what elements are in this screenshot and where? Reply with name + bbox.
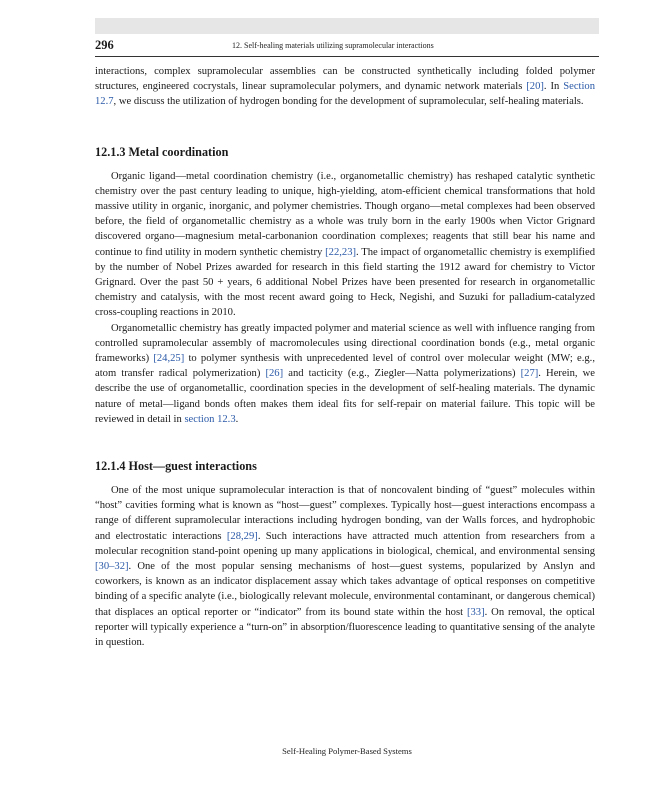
citation-link[interactable]: [28,29] (226, 530, 258, 542)
page-number: 296 (95, 38, 114, 52)
text-run: . On removal, the optical reporter will typically experience a “turn-on” in absorption/fluorescence leading to quantitative sensing of the analyte in question. (95, 606, 595, 649)
page-footer: Self-Healing Polymer-Based Systems (282, 746, 412, 756)
citation-link[interactable]: [33] (466, 606, 485, 618)
text-run: and tacticity (e.g., Ziegler—Natta polymerizations) (283, 368, 521, 380)
section-link[interactable]: section 12.3 (184, 413, 236, 425)
text-run: . Such interactions have attracted much attention from researchers from a molecular recognition stand-point opening up many applications in biological, chemical, and environmental sensing (95, 530, 596, 557)
running-title: 12. Self-healing materials utilizing supramolecular interactions (232, 41, 434, 50)
section-link[interactable]: Section 12.7 (95, 81, 595, 108)
host-guest-paragraph (95, 483, 595, 650)
citation-link[interactable]: [20] (526, 81, 544, 93)
running-header (95, 38, 599, 57)
text-run: Organometallic chemistry has greatly impacted polymer and material science as well with influence ranging from controlled supramolecular assembly of macromolecules using directional coordination bonds (e.g., metal organic frameworks) (95, 322, 595, 365)
text-run: Organic ligand—metal coordination chemistry (i.e., organometallic chemistry) has reshaped catalytic synthetic chemistry over the past century leading to unique, high-yielding, atom-efficient chemical transformations that hold massive utility in organic, inorganic, and polymer chemistries. Though organo—metal complexes had been observed before, the field of organometallic chemistry as a whole was truly born in the early 1900s when Victor Grignard discovered organo—magnesium metal-carbonanion coordination complexes; reagents that still bear his name and continue to find utility in modern synthetic chemistry (95, 170, 595, 258)
citation-link[interactable]: [26] (265, 368, 284, 380)
metal-paragraph-1 (95, 169, 595, 321)
citation-link[interactable]: [30–32] (95, 561, 129, 573)
text-run: . One of the most popular sensing mechanisms of host—guest systems, popularized by Anslyn and coworkers, is known as an indicator displacement assay which takes advantage of optical responses on competitive binding of a specific analyte (i.e., biologically relevant molecule, environmental contaminant, or dangerous chemical) that displaces an optical reporter or “indicator” from its bound state within the host (95, 561, 595, 618)
citation-link[interactable]: [27] (520, 368, 539, 380)
body-text (95, 64, 595, 650)
text-run: interactions, complex supramolecular assemblies can be constructed synthetically including folded polymer structures, engineered cocrystals, linear supramolecular polymers, and dynamic network materials (95, 66, 595, 93)
citation-link[interactable]: [22,23] (325, 246, 357, 258)
text-run: . Herein, we describe the use of organometallic, coordination species in the development of self-healing materials. The dynamic nature of metal—ligand bonds often makes them ideal fits for self-repair on material failure. This topic will be reviewed in detail in (95, 368, 596, 425)
text-run: . The impact of organometallic chemistry is exemplified by the number of Nobel Prizes awarded for research in this field starting the 1912 award for chemistry to Victor Grignard. Over the past 50 + years, 6 additional Nobel Prizes have been presented for research in organometallic chemistry and catalysis, with the most recent award going to Heck, Negishi, and Suzuki for palladium-catalyzed cross-coupling reactions in 2010. (95, 246, 595, 319)
metal-paragraph-2 (95, 321, 595, 427)
text-run: . (235, 413, 239, 425)
section-heading-metal-coordination: 12.1.3 Metal coordination (95, 144, 229, 159)
section-heading-host-guest: 12.1.4 Host—guest interactions (95, 459, 257, 474)
text-run: to polymer synthesis with unprecedented level of control over molecular weight (MW; e.g., atom transfer radical polymerization) (95, 353, 595, 380)
text-run: One of the most unique supramolecular interaction is that of noncovalent binding of “guest” molecules within “host” cavities forming what is known as “host—guest” complexes. Typically host—guest interactions encompass a range of different supramolecular interactions including hydrogen bonding, van der Walls forces, and hydrophobic and electrostatic interactions (95, 485, 595, 542)
header-band (95, 18, 599, 34)
intro-paragraph (95, 64, 595, 110)
text-run: , we discuss the utilization of hydrogen bonding for the development of supramolecular, self-healing materials. (113, 96, 584, 108)
text-run: . In (543, 81, 564, 93)
citation-link[interactable]: [24,25] (153, 353, 185, 365)
